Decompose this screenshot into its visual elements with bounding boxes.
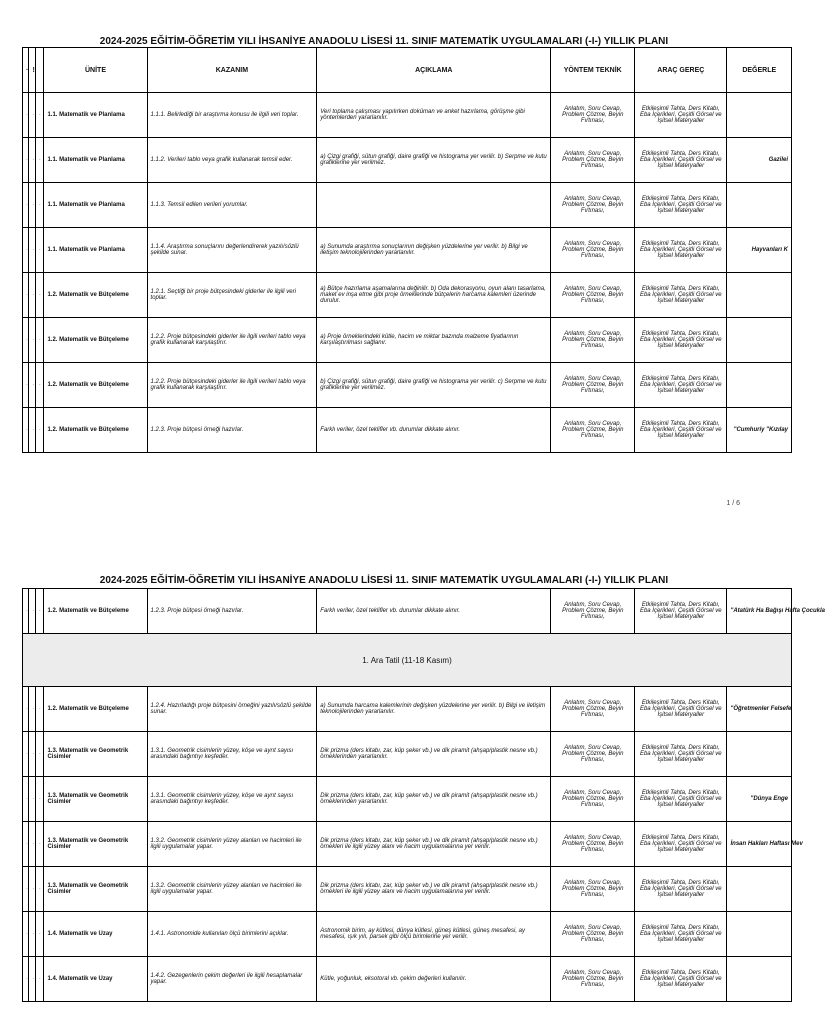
cell-unit: 1.2. Matematik ve Bütçeleme bbox=[44, 589, 147, 634]
cell-aciklama: Kütle, yoğunluk, eksotoral vb. çekim değerleri kullanılır. bbox=[317, 957, 551, 1002]
cell-yontem: Anlatım, Soru Cevap, Problem Çözme, Beyin Fırtınası, bbox=[551, 273, 635, 318]
cell-aciklama: a) Bütçe hazırlama aşamalarına değinilir. b) Oda dekorasyonu, oyun alanı tasarlama, maket ev inşa etme gibi proje örneklerinde bütçelerin harcama kalemleri üzerinde durulur. bbox=[317, 273, 551, 318]
cell-arac: Etkileşimli Tahta, Ders Kitabı, Eba İçerikleri, Çeşitli Görsel ve İşitsel Materyaller bbox=[635, 822, 727, 867]
row-mark-a: · bbox=[23, 273, 29, 318]
row-mark-a: · bbox=[23, 822, 29, 867]
plan-table bbox=[22, 47, 792, 453]
table-row bbox=[23, 732, 792, 777]
cell-degerler bbox=[727, 912, 792, 957]
cell-degerler bbox=[727, 867, 792, 912]
cell-unit: 1.4. Matematik ve Uzay bbox=[44, 957, 147, 1002]
cell-degerler: "Atatürk Ha Bağışı Hafta Çocukla bbox=[727, 589, 792, 634]
cell-unit: 1.3. Matematik ve Geometrik Cisimler bbox=[44, 777, 147, 822]
header-aciklama: AÇIKLAMA bbox=[317, 48, 551, 93]
cell-aciklama: Dik prizma (ders kitabı, zar, küp şeker vb.) ve dik piramit (ahşap/plastik nesne vb.) örnekleri ile ilgili yüzey alanı ve hacim uygulamalarına yer verilir. bbox=[317, 822, 551, 867]
header-col-a: · bbox=[23, 48, 29, 93]
cell-aciklama: a) Proje örneklerindeki kütle, hacim ve miktar bazında malzeme fiyatlarının karşılaştırılması sağlanır. bbox=[317, 318, 551, 363]
cell-degerler bbox=[727, 957, 792, 1002]
cell-kazanim: 1.2.3. Proje bütçesi örneği hazırlar. bbox=[147, 589, 317, 634]
cell-unit: 1.2. Matematik ve Bütçeleme bbox=[44, 318, 147, 363]
cell-arac: Etkileşimli Tahta, Ders Kitabı, Eba İçerikleri, Çeşitli Görsel ve İşitsel Materyaller bbox=[635, 228, 727, 273]
row-mark-b: · bbox=[29, 273, 35, 318]
table-row bbox=[23, 363, 792, 408]
cell-arac: Etkileşimli Tahta, Ders Kitabı, Eba İçerikleri, Çeşitli Görsel ve İşitsel Materyaller bbox=[635, 183, 727, 228]
cell-yontem: Anlatım, Soru Cevap, Problem Çözme, Beyin Fırtınası, bbox=[551, 228, 635, 273]
cell-aciklama: Dik prizma (ders kitabı, zar, küp şeker vb.) ve dik piramit (ahşap/plastik nesne vb.) örnekleri ile ilgili yüzey alanı ve hacim uygulamalarına yer verilir. bbox=[317, 867, 551, 912]
cell-aciklama: a) Sunumda araştırma sonuçlarının değişken yüzdelerine yer verilir. b) Bilgi ve iletişim teknolojilerinden yararlanılır. bbox=[317, 228, 551, 273]
row-mark-a: · bbox=[23, 93, 29, 138]
cell-degerler bbox=[727, 732, 792, 777]
cell-arac: Etkileşimli Tahta, Ders Kitabı, Eba İçerikleri, Çeşitli Görsel ve İşitsel Materyaller bbox=[635, 138, 727, 183]
row-mark-b: · bbox=[29, 589, 35, 634]
cell-aciklama: Farklı veriler, özel teklifler vb. durumlar dikkate alınır. bbox=[317, 408, 551, 453]
cell-yontem: Anlatım, Soru Cevap, Problem Çözme, Beyin Fırtınası, bbox=[551, 408, 635, 453]
cell-yontem: Anlatım, Soru Cevap, Problem Çözme, Beyin Fırtınası, bbox=[551, 589, 635, 634]
page-number: 1 / 6 bbox=[726, 500, 740, 507]
table-row bbox=[23, 822, 792, 867]
row-mark-a: · bbox=[23, 138, 29, 183]
row-mark-a: · bbox=[23, 363, 29, 408]
row-mark-c: · bbox=[35, 318, 44, 363]
row-mark-a: · bbox=[23, 228, 29, 273]
cell-yontem: Anlatım, Soru Cevap, Problem Çözme, Beyin Fırtınası, bbox=[551, 687, 635, 732]
table-row bbox=[23, 957, 792, 1002]
cell-kazanim: 1.2.3. Proje bütçesi örneği hazırlar. bbox=[147, 408, 317, 453]
document-title: 2024-2025 EĞİTİM-ÖĞRETİM YILI İHSANİYE ANADOLU LİSESİ 11. SINIF MATEMATİK UYGULAMALARI (-I-) YILLIK PLANI bbox=[99, 36, 669, 47]
header-kazanim: KAZANIM bbox=[147, 48, 317, 93]
cell-arac: Etkileşimli Tahta, Ders Kitabı, Eba İçerikleri, Çeşitli Görsel ve İşitsel Materyaller bbox=[635, 912, 727, 957]
row-mark-a: · bbox=[23, 957, 29, 1002]
cell-kazanim: 1.4.1. Astronomide kullanılan ölçü birimlerini açıklar. bbox=[147, 912, 317, 957]
row-mark-b: · bbox=[29, 183, 35, 228]
cell-arac: Etkileşimli Tahta, Ders Kitabı, Eba İçerikleri, Çeşitli Görsel ve İşitsel Materyaller bbox=[635, 589, 727, 634]
cell-unit: 1.2. Matematik ve Bütçeleme bbox=[44, 408, 147, 453]
cell-unit: 1.1. Matematik ve Planlama bbox=[44, 183, 147, 228]
cell-kazanim: 1.2.2. Proje bütçesindeki giderler ile ilgili verileri tablo veya grafik kullanarak karşılaştırır. bbox=[147, 363, 317, 408]
row-mark-b: · bbox=[29, 93, 35, 138]
cell-arac: Etkileşimli Tahta, Ders Kitabı, Eba İçerikleri, Çeşitli Görsel ve İşitsel Materyaller bbox=[635, 957, 727, 1002]
cell-aciklama bbox=[317, 183, 551, 228]
cell-unit: 1.1. Matematik ve Planlama bbox=[44, 93, 147, 138]
row-mark-a: · bbox=[23, 687, 29, 732]
row-mark-b: · bbox=[29, 957, 35, 1002]
cell-degerler: "Cumhuriy "Kızılay bbox=[727, 408, 792, 453]
row-mark-c: · bbox=[35, 687, 44, 732]
cell-kazanim: 1.1.3. Temsil edilen verileri yorumlar. bbox=[147, 183, 317, 228]
cell-arac: Etkileşimli Tahta, Ders Kitabı, Eba İçerikleri, Çeşitli Görsel ve İşitsel Materyaller bbox=[635, 687, 727, 732]
cell-unit: 1.2. Matematik ve Bütçeleme bbox=[44, 273, 147, 318]
cell-unit: 1.3. Matematik ve Geometrik Cisimler bbox=[44, 732, 147, 777]
table-body bbox=[23, 589, 825, 634]
header-degerler: DEĞERLE bbox=[727, 48, 792, 93]
cell-unit: 1.1. Matematik ve Planlama bbox=[44, 138, 147, 183]
cell-unit: 1.1. Matematik ve Planlama bbox=[44, 228, 147, 273]
cell-arac: Etkileşimli Tahta, Ders Kitabı, Eba İçerikleri, Çeşitli Görsel ve İşitsel Materyaller bbox=[635, 273, 727, 318]
row-mark-a: · bbox=[23, 777, 29, 822]
cell-aciklama: a) Sunumda harcama kalemlerinin değişken yüzdelerine yer verilir. b) Bilgi ve iletişim teknolojilerinden yararlanılır. bbox=[317, 687, 551, 732]
row-mark-b: · bbox=[29, 687, 35, 732]
cell-unit: 1.4. Matematik ve Uzay bbox=[44, 912, 147, 957]
cell-yontem: Anlatım, Soru Cevap, Problem Çözme, Beyin Fırtınası, bbox=[551, 732, 635, 777]
header-yontem: YÖNTEM TEKNİK bbox=[551, 48, 635, 93]
table-row bbox=[23, 138, 792, 183]
cell-degerler bbox=[727, 93, 792, 138]
cell-unit: 1.3. Matematik ve Geometrik Cisimler bbox=[44, 867, 147, 912]
row-mark-a: · bbox=[23, 183, 29, 228]
cell-yontem: Anlatım, Soru Cevap, Problem Çözme, Beyin Fırtınası, bbox=[551, 318, 635, 363]
cell-degerler: Gazilei bbox=[727, 138, 792, 183]
row-mark-c: · bbox=[35, 408, 44, 453]
table-row bbox=[23, 93, 792, 138]
cell-arac: Etkileşimli Tahta, Ders Kitabı, Eba İçerikleri, Çeşitli Görsel ve İşitsel Materyaller bbox=[635, 318, 727, 363]
row-mark-c: · bbox=[35, 957, 44, 1002]
cell-degerler: Hayvanları K bbox=[727, 228, 792, 273]
cell-arac: Etkileşimli Tahta, Ders Kitabı, Eba İçerikleri, Çeşitli Görsel ve İşitsel Materyaller bbox=[635, 777, 727, 822]
cell-arac: Etkileşimli Tahta, Ders Kitabı, Eba İçerikleri, Çeşitli Görsel ve İşitsel Materyaller bbox=[635, 867, 727, 912]
cell-yontem: Anlatım, Soru Cevap, Problem Çözme, Beyin Fırtınası, bbox=[551, 912, 635, 957]
cell-arac: Etkileşimli Tahta, Ders Kitabı, Eba İçerikleri, Çeşitli Görsel ve İşitsel Materyaller bbox=[635, 93, 727, 138]
table-row bbox=[23, 867, 792, 912]
table-row bbox=[23, 318, 792, 363]
cell-kazanim: 1.3.2. Geometrik cisimlerin yüzey alanları ve hacimleri ile ilgili uygulamalar yapar. bbox=[147, 822, 317, 867]
cell-kazanim: 1.2.1. Seçtiği bir proje bütçesindeki giderler ile ilgili veri toplar. bbox=[147, 273, 317, 318]
header-unit: ÜNİTE bbox=[44, 48, 147, 93]
table-body bbox=[23, 93, 792, 453]
cell-kazanim: 1.3.1. Geometrik cisimlerin yüzey, köşe ve ayrıt sayısı arasındaki bağıntıyı keşfeder. bbox=[147, 732, 317, 777]
table-header-row bbox=[23, 48, 792, 93]
row-mark-a: · bbox=[23, 912, 29, 957]
cell-kazanim: 1.1.4. Araştırma sonuçlarını değerlendirerek yazılı/sözlü şekilde sunar. bbox=[147, 228, 317, 273]
cell-arac: Etkileşimli Tahta, Ders Kitabı, Eba İçerikleri, Çeşitli Görsel ve İşitsel Materyaller bbox=[635, 408, 727, 453]
row-mark-b: · bbox=[29, 867, 35, 912]
row-mark-b: · bbox=[29, 138, 35, 183]
cell-arac: Etkileşimli Tahta, Ders Kitabı, Eba İçerikleri, Çeşitli Görsel ve İşitsel Materyaller bbox=[635, 363, 727, 408]
row-mark-c: · bbox=[35, 138, 44, 183]
cell-unit: 1.2. Matematik ve Bütçeleme bbox=[44, 363, 147, 408]
row-mark-a: · bbox=[23, 318, 29, 363]
plan-table bbox=[22, 588, 825, 1002]
row-mark-c: · bbox=[35, 183, 44, 228]
row-mark-b: · bbox=[29, 777, 35, 822]
cell-degerler: "Dünya Enge bbox=[727, 777, 792, 822]
header-col-c bbox=[35, 48, 44, 93]
cell-arac: Etkileşimli Tahta, Ders Kitabı, Eba İçerikleri, Çeşitli Görsel ve İşitsel Materyaller bbox=[635, 732, 727, 777]
holiday-label: 1. Ara Tatil (11-18 Kasım) bbox=[23, 634, 792, 687]
cell-degerler bbox=[727, 363, 792, 408]
cell-kazanim: 1.4.2. Gezegenlerin çekim değerleri ile ilgili hesaplamalar yapar. bbox=[147, 957, 317, 1002]
row-mark-b: · bbox=[29, 228, 35, 273]
holiday-row bbox=[23, 634, 792, 687]
row-mark-c: · bbox=[35, 273, 44, 318]
cell-degerler bbox=[727, 318, 792, 363]
row-mark-c: · bbox=[35, 732, 44, 777]
cell-yontem: Anlatım, Soru Cevap, Problem Çözme, Beyin Fırtınası, bbox=[551, 822, 635, 867]
cell-degerler: İnsan Hakları Haftası Mev bbox=[727, 822, 792, 867]
cell-degerler bbox=[727, 183, 792, 228]
row-mark-b: · bbox=[29, 822, 35, 867]
header-arac: ARAÇ GEREÇ bbox=[635, 48, 727, 93]
cell-degerler: "Öğretmenler Felsefe bbox=[727, 687, 792, 732]
cell-unit: 1.2. Matematik ve Bütçeleme bbox=[44, 687, 147, 732]
header-col-b: ! bbox=[29, 48, 35, 93]
cell-yontem: Anlatım, Soru Cevap, Problem Çözme, Beyin Fırtınası, bbox=[551, 138, 635, 183]
row-mark-b: · bbox=[29, 912, 35, 957]
row-mark-b: · bbox=[29, 732, 35, 777]
cell-yontem: Anlatım, Soru Cevap, Problem Çözme, Beyin Fırtınası, bbox=[551, 183, 635, 228]
cell-kazanim: 1.1.2. Verileri tablo veya grafik kullanarak temsil eder. bbox=[147, 138, 317, 183]
row-mark-b: · bbox=[29, 363, 35, 408]
cell-yontem: Anlatım, Soru Cevap, Problem Çözme, Beyin Fırtınası, bbox=[551, 867, 635, 912]
table-row bbox=[23, 228, 792, 273]
row-mark-b: · bbox=[29, 318, 35, 363]
cell-aciklama: Dik prizma (ders kitabı, zar, küp şeker vb.) ve dik piramit (ahşap/plastik nesne vb.) örneklerinden yararlanılır. bbox=[317, 732, 551, 777]
row-mark-c: · bbox=[35, 363, 44, 408]
cell-aciklama: b) Çizgi grafiği, sütun grafiği, daire grafiği ve histograma yer verilir. c) Serpme ve kutu grafiklerine yer verilmez. bbox=[317, 363, 551, 408]
row-mark-a: · bbox=[23, 732, 29, 777]
row-mark-c: · bbox=[35, 589, 44, 634]
cell-yontem: Anlatım, Soru Cevap, Problem Çözme, Beyin Fırtınası, bbox=[551, 777, 635, 822]
table-row bbox=[23, 589, 792, 634]
cell-kazanim: 1.3.2. Geometrik cisimlerin yüzey alanları ve hacimleri ile ilgili uygulamalar yapar. bbox=[147, 867, 317, 912]
row-mark-c: · bbox=[35, 822, 44, 867]
table-row bbox=[23, 912, 792, 957]
row-mark-c: · bbox=[35, 228, 44, 273]
cell-kazanim: 1.2.2. Proje bütçesindeki giderler ile ilgili verileri tablo veya grafik kullanarak karşılaştırır. bbox=[147, 318, 317, 363]
holiday-body bbox=[23, 634, 792, 687]
cell-aciklama: Farklı veriler, özel teklifler vb. durumlar dikkate alınır. bbox=[317, 589, 551, 634]
cell-aciklama: Astronomik birim, ay kütlesi, dünya kütlesi, güneş kütlesi, güneş mesafesi, ay mesafesi, ışık yılı, parsek gibi ölçü birimlerine yer verilir. bbox=[317, 912, 551, 957]
cell-aciklama: a) Çizgi grafiği, sütun grafiği, daire grafiği ve histograma yer verilir. b) Serpme ve kutu grafiklerine yer verilmez. bbox=[317, 138, 551, 183]
cell-yontem: Anlatım, Soru Cevap, Problem Çözme, Beyin Fırtınası, bbox=[551, 363, 635, 408]
row-mark-a: · bbox=[23, 867, 29, 912]
document-title: 2024-2025 EĞİTİM-ÖĞRETİM YILI İHSANİYE ANADOLU LİSESİ 11. SINIF MATEMATİK UYGULAMALARI (-I-) YILLIK PLANI bbox=[99, 575, 669, 586]
row-mark-c: · bbox=[35, 867, 44, 912]
row-mark-b: · bbox=[29, 408, 35, 453]
table-row bbox=[23, 408, 792, 453]
table-row bbox=[23, 183, 792, 228]
table-body bbox=[23, 687, 803, 1002]
cell-yontem: Anlatım, Soru Cevap, Problem Çözme, Beyin Fırtınası, bbox=[551, 957, 635, 1002]
cell-unit: 1.3. Matematik ve Geometrik Cisimler bbox=[44, 822, 147, 867]
row-mark-c: · bbox=[35, 912, 44, 957]
row-mark-c: · bbox=[35, 777, 44, 822]
table-row bbox=[23, 777, 792, 822]
cell-degerler bbox=[727, 273, 792, 318]
table-row bbox=[23, 273, 792, 318]
cell-kazanim: 1.1.1. Belirlediği bir araştırma konusu ile ilgili veri toplar. bbox=[147, 93, 317, 138]
row-mark-a: · bbox=[23, 589, 29, 634]
cell-aciklama: Veri toplama çalışması yapılırken doküman ve anket hazırlama, görüşme gibi yöntemlerden yararlanılır. bbox=[317, 93, 551, 138]
cell-aciklama: Dik prizma (ders kitabı, zar, küp şeker vb.) ve dik piramit (ahşap/plastik nesne vb.) örneklerinden yararlanılır. bbox=[317, 777, 551, 822]
cell-yontem: Anlatım, Soru Cevap, Problem Çözme, Beyin Fırtınası, bbox=[551, 93, 635, 138]
table-row bbox=[23, 687, 792, 732]
row-mark-a: · bbox=[23, 408, 29, 453]
row-mark-c: · bbox=[35, 93, 44, 138]
cell-kazanim: 1.3.1. Geometrik cisimlerin yüzey, köşe ve ayrıt sayısı arasındaki bağıntıyı keşfeder. bbox=[147, 777, 317, 822]
cell-kazanim: 1.2.4. Hazırladığı proje bütçesini örneğini yazılı/sözlü şekilde sunar. bbox=[147, 687, 317, 732]
